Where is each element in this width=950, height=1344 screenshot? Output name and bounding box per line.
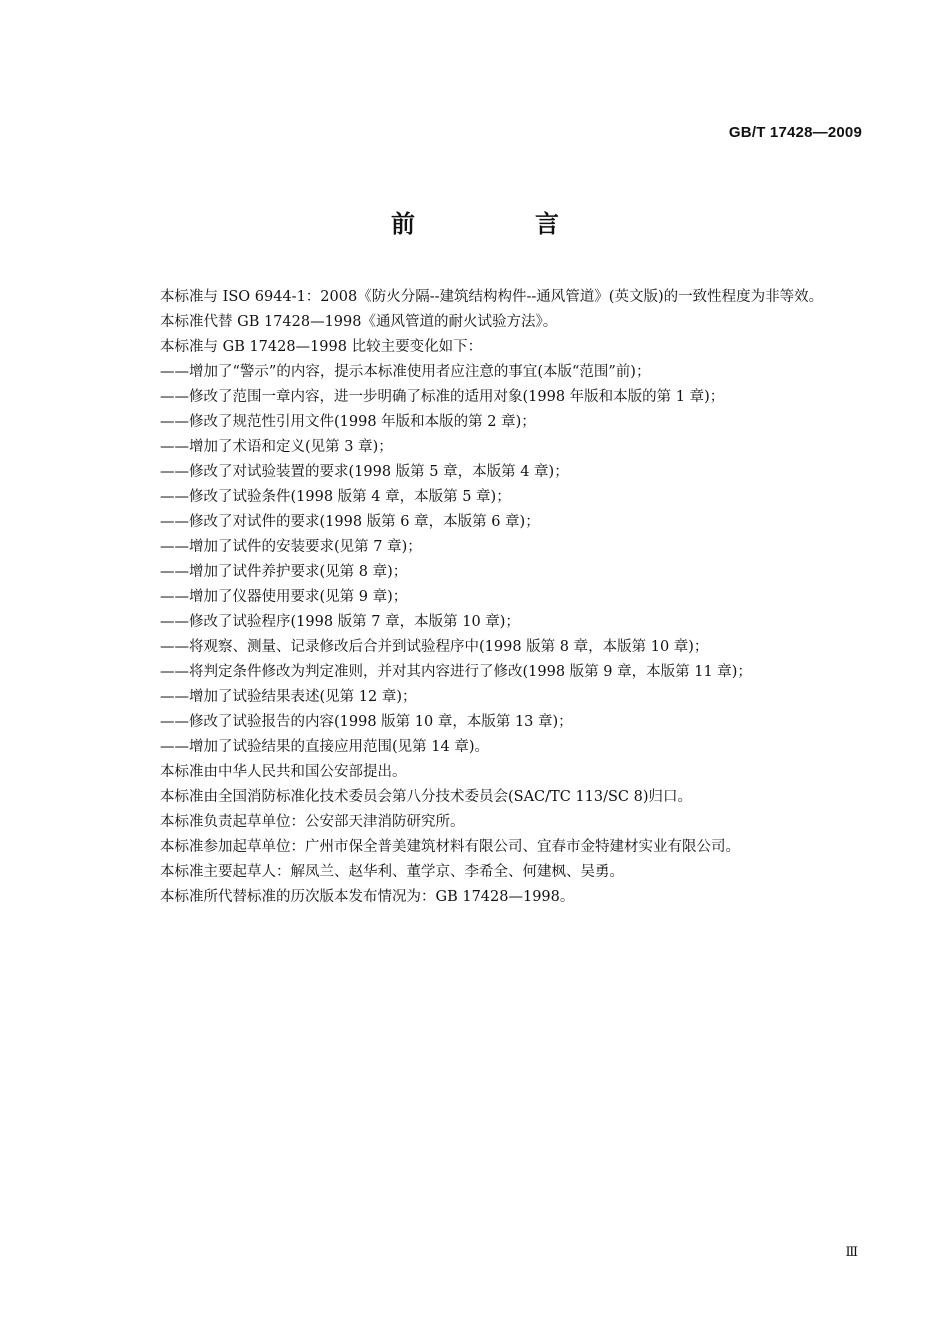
list-item: ——增加了试验结果表述(见第 12 章)； bbox=[160, 689, 417, 705]
paragraph-previous-editions: 本标准所代替标准的历次版本发布情况为：GB 17428—1998。 bbox=[160, 889, 575, 905]
standard-code: GB/T 17428—2009 bbox=[728, 124, 862, 141]
paragraph-proposer: 本标准由中华人民共和国公安部提出。 bbox=[160, 764, 407, 780]
list-item: ——增加了试件的安装要求(见第 7 章)； bbox=[160, 539, 422, 555]
paragraph-lead-drafter: 本标准负责起草单位：公安部天津消防研究所。 bbox=[160, 814, 465, 830]
list-item: ——增加了“警示”的内容，提示本标准使用者应注意的事宜(本版“范围”前)； bbox=[160, 364, 651, 380]
list-item: ——增加了术语和定义(见第 3 章)； bbox=[160, 439, 393, 455]
foreword-body bbox=[132, 285, 867, 910]
paragraph-committee: 本标准由全国消防标准化技术委员会第八分技术委员会(SAC/TC 113/SC 8)归口。 bbox=[160, 789, 692, 805]
paragraph-changes-intro: 本标准与 GB 17428—1998 比较主要变化如下： bbox=[160, 339, 483, 355]
list-item: ——增加了仪器使用要求(见第 9 章)； bbox=[160, 589, 408, 605]
paragraph-replaces: 本标准代替 GB 17428—1998《通风管道的耐火试验方法》。 bbox=[160, 314, 558, 330]
list-item: ——增加了试件养护要求(见第 8 章)； bbox=[160, 564, 408, 580]
list-item: ——将观察、测量、记录修改后合并到试验程序中(1998 版第 8 章，本版第 10 章)； bbox=[160, 639, 709, 655]
list-item: ——修改了试验程序(1998 版第 7 章，本版第 10 章)； bbox=[160, 614, 520, 630]
list-item: ——修改了对试验装置的要求(1998 版第 5 章，本版第 4 章)； bbox=[160, 464, 569, 480]
paragraph-equivalence: 本标准与 ISO 6944-1：2008《防火分隔--建筑结构构件--通风管道》(英文版)的一致性程度为非等效。 bbox=[160, 289, 824, 305]
paragraph-main-drafters: 本标准主要起草人：解凤兰、赵华利、董学京、李希全、何建枫、吴勇。 bbox=[160, 864, 624, 880]
list-item: ——增加了试验结果的直接应用范围(见第 14 章)。 bbox=[160, 739, 489, 755]
page-number: Ⅲ bbox=[845, 1245, 858, 1260]
list-item: ——修改了范围一章内容，进一步明确了标准的适用对象(1998 年版和本版的第 1 章)； bbox=[160, 389, 725, 405]
list-item: ——修改了对试件的要求(1998 版第 6 章，本版第 6 章)； bbox=[160, 514, 540, 530]
list-item: ——修改了规范性引用文件(1998 年版和本版的第 2 章)； bbox=[160, 414, 536, 430]
page-title: 前 言 bbox=[391, 210, 607, 238]
changes-list bbox=[132, 360, 867, 760]
list-item: ——修改了试验报告的内容(1998 版第 10 章，本版第 13 章)； bbox=[160, 714, 573, 730]
list-item: ——修改了试验条件(1998 版第 4 章，本版第 5 章)； bbox=[160, 489, 511, 505]
list-item: ——将判定条件修改为判定准则，并对其内容进行了修改(1998 版第 9 章，本版第 11 章)； bbox=[160, 664, 752, 680]
paragraph-participating-drafters: 本标准参加起草单位：广州市保全普美建筑材料有限公司、宜春市金特建材实业有限公司。 bbox=[160, 839, 740, 855]
